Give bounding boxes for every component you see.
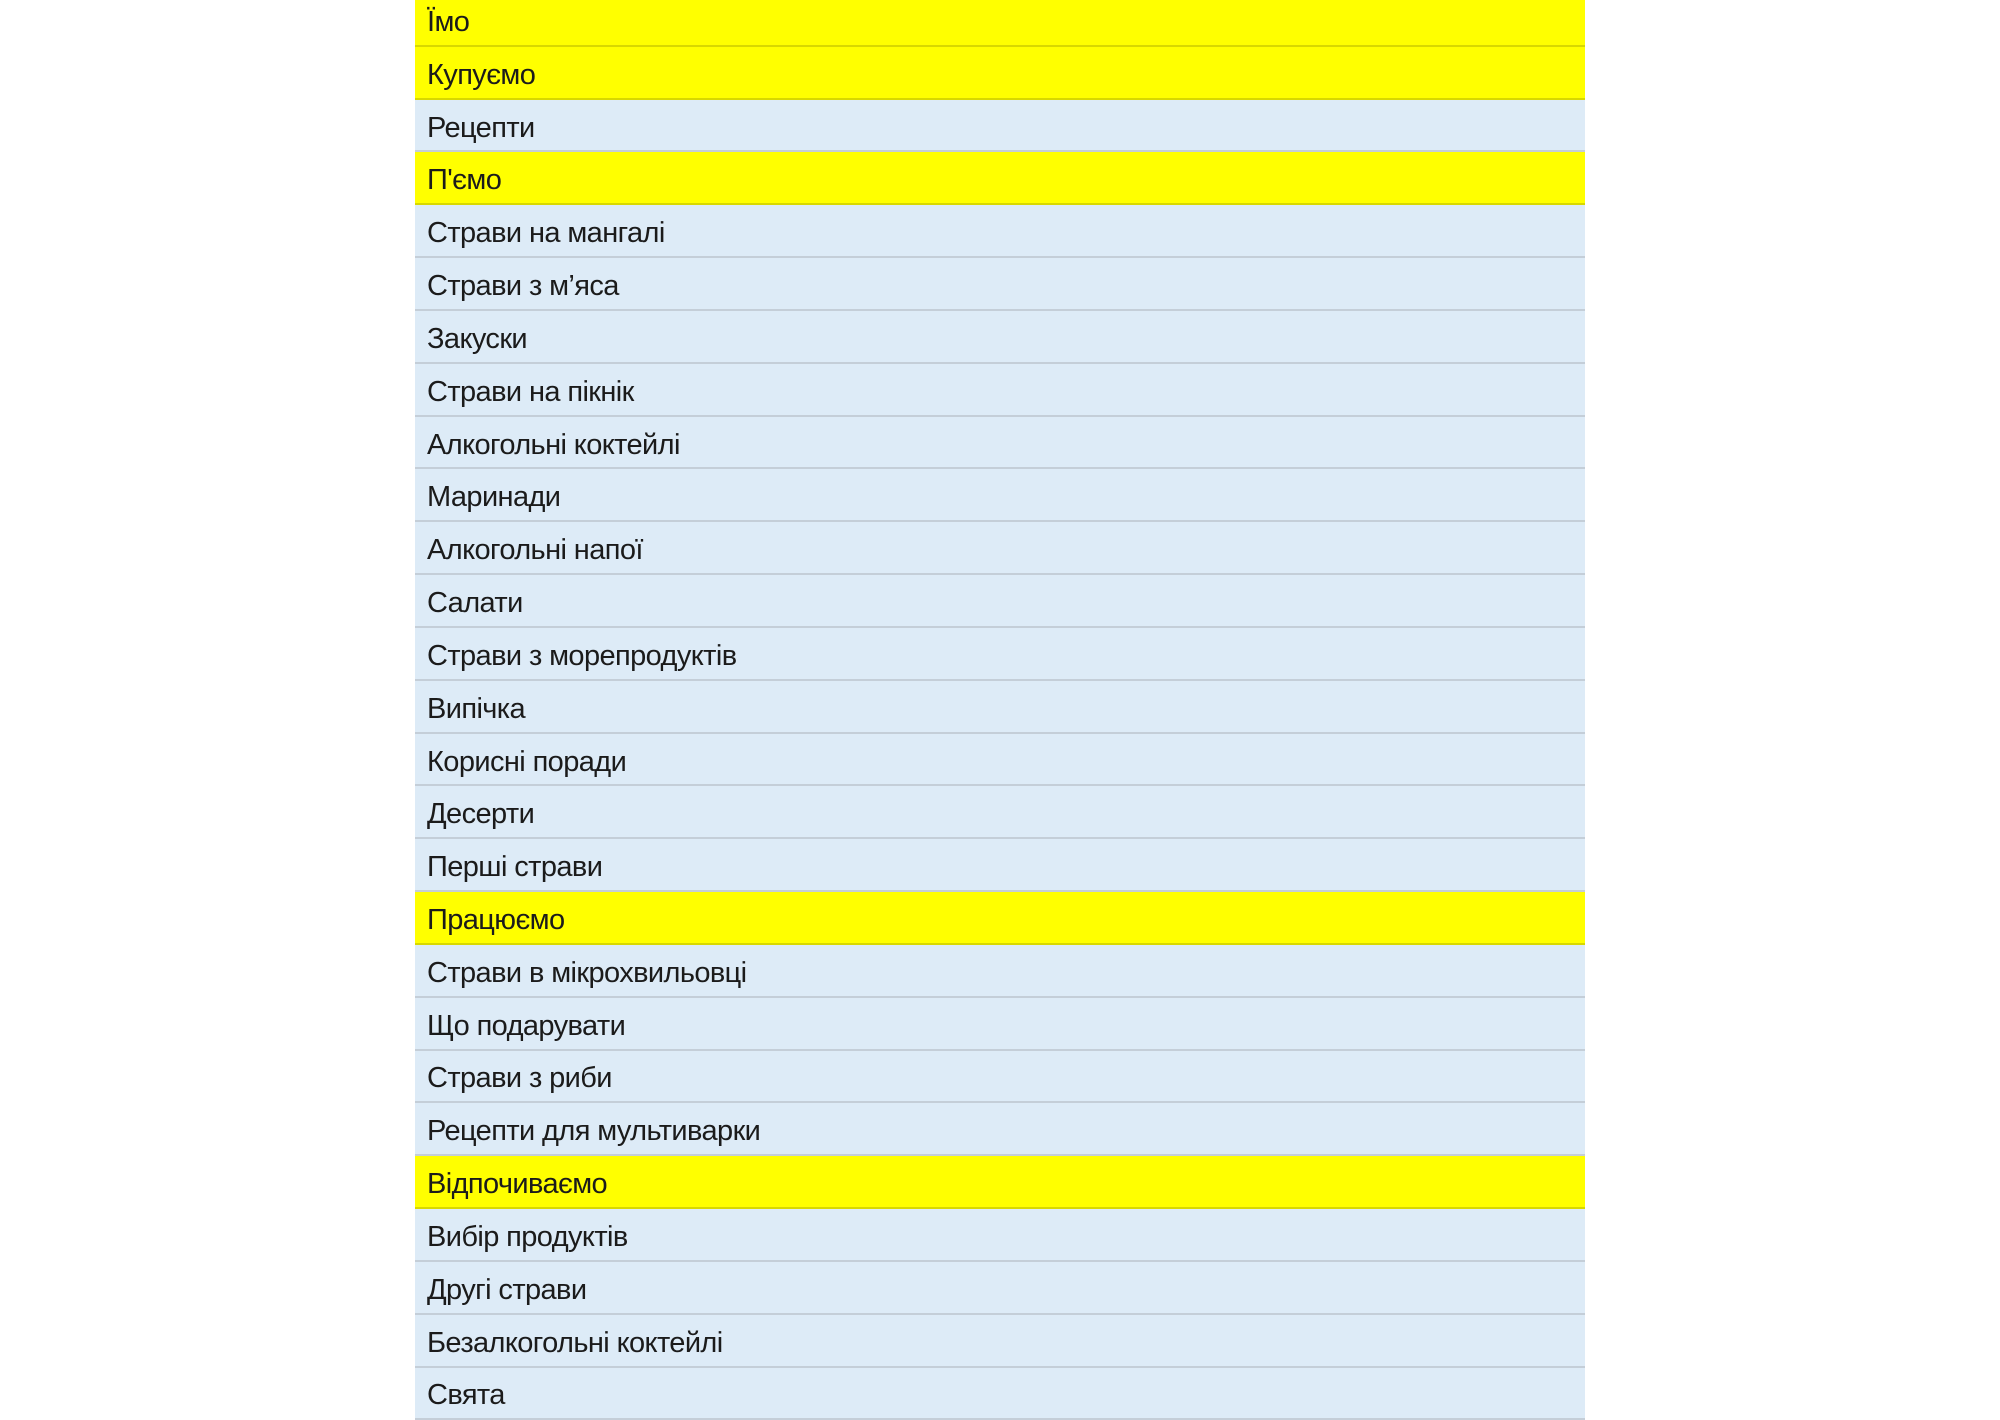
table-row[interactable] (415, 364, 1585, 417)
cell-label: Перші страви (427, 851, 603, 884)
table-row[interactable] (415, 469, 1585, 522)
table-row[interactable] (415, 998, 1585, 1051)
cell-label: Свята (427, 1379, 505, 1412)
table-row[interactable] (415, 311, 1585, 364)
cell-label: Страви на мангалі (427, 217, 665, 250)
table-row[interactable] (415, 522, 1585, 575)
cell-label: Алкогольні напої (427, 534, 643, 567)
table-row[interactable] (415, 258, 1585, 311)
table-row[interactable] (415, 1209, 1585, 1262)
cell-label: Рецепти для мультиварки (427, 1115, 761, 1148)
table-row[interactable] (415, 1051, 1585, 1104)
table-row[interactable] (415, 681, 1585, 734)
table-row[interactable] (415, 1315, 1585, 1368)
table-row[interactable] (415, 1156, 1585, 1209)
cell-label: Випічка (427, 692, 526, 725)
table-row[interactable] (415, 152, 1585, 205)
table-row[interactable] (415, 100, 1585, 153)
cell-label: Алкогольні коктейлі (427, 428, 680, 461)
cell-label: Відпочиваємо (427, 1168, 608, 1201)
cell-label: Працюємо (427, 903, 565, 936)
cell-label: Рецепти (427, 111, 535, 144)
table-row[interactable] (415, 734, 1585, 787)
cell-label: П'ємо (427, 164, 502, 197)
table-row[interactable] (415, 839, 1585, 892)
table-row[interactable] (415, 786, 1585, 839)
cell-label: Страви на пікнік (427, 375, 634, 408)
cell-label: Другі страви (427, 1273, 587, 1306)
cell-label: Страви з м’яса (427, 270, 619, 303)
table-row[interactable] (415, 0, 1585, 47)
cell-label: Безалкогольні коктейлі (427, 1326, 723, 1359)
cell-label: Що подарувати (427, 1009, 626, 1042)
table-row[interactable] (415, 1262, 1585, 1315)
cell-label: Маринади (427, 481, 561, 514)
cell-label: Десерти (427, 798, 535, 831)
cell-label: Вибір продуктів (427, 1220, 628, 1253)
table-row[interactable] (415, 47, 1585, 100)
table-row[interactable] (415, 417, 1585, 470)
category-table (415, 0, 1585, 1420)
cell-label: Їмо (427, 5, 470, 38)
cell-label: Страви з морепродуктів (427, 639, 737, 672)
table-row[interactable] (415, 628, 1585, 681)
cell-label: Страви з риби (427, 1062, 612, 1095)
cell-label: Корисні поради (427, 745, 627, 778)
cell-label: Страви в мікрохвильовці (427, 956, 747, 989)
cell-label: Салати (427, 587, 523, 620)
cell-label: Купуємо (427, 58, 536, 91)
cell-label: Закуски (427, 322, 528, 355)
table-row[interactable] (415, 205, 1585, 258)
table-row[interactable] (415, 892, 1585, 945)
table-row[interactable] (415, 1103, 1585, 1156)
table-row[interactable] (415, 945, 1585, 998)
table-row[interactable] (415, 1368, 1585, 1420)
table-row[interactable] (415, 575, 1585, 628)
